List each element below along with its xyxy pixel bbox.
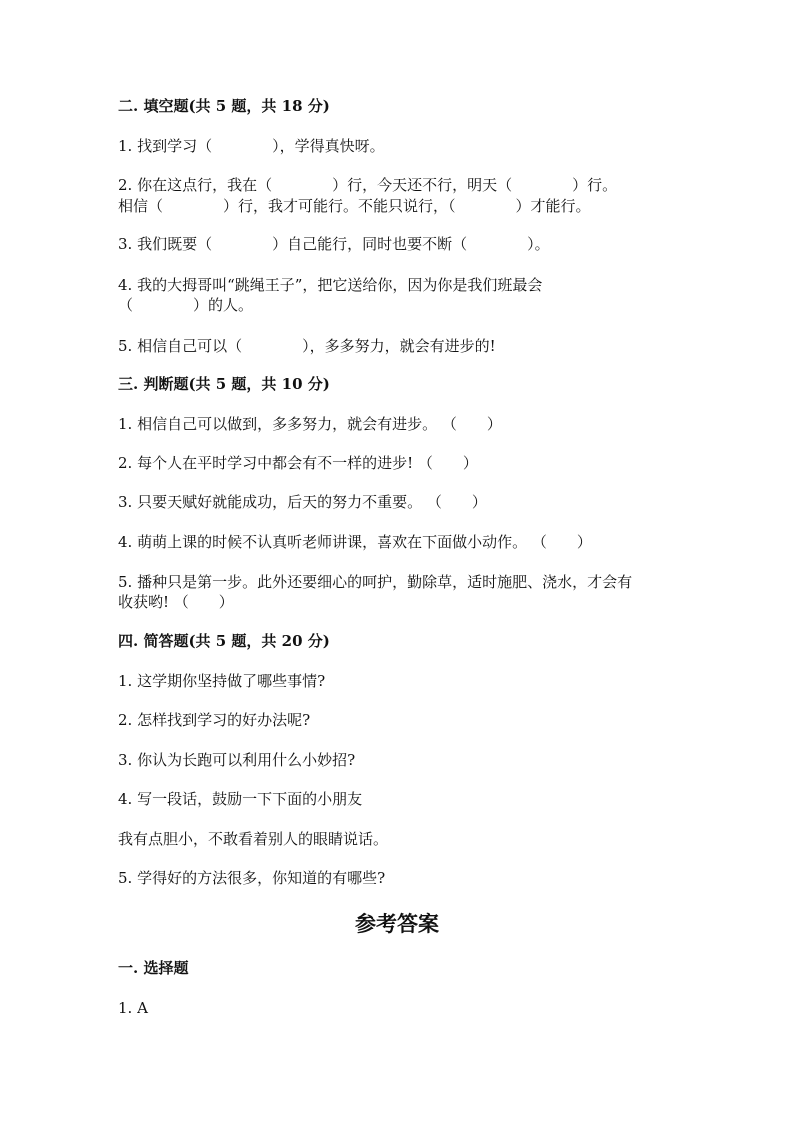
judge-question-5-line-1: 5. 播种只是第一步。此外还要细心的呵护，勤除草，适时施肥、浇水，才会有 xyxy=(118,573,633,591)
short-question-4-prompt: 我有点胆小，不敢看着别人的眼睛说话。 xyxy=(118,830,389,848)
fill-question-1: 1. 找到学习（ ），学得真快呀。 xyxy=(118,137,385,155)
answer-key-title: 参考答案 xyxy=(355,911,439,936)
judge-question-1: 1. 相信自己可以做到，多多努力，就会有进步。 （ ） xyxy=(118,415,502,433)
fill-question-4-line-1: 4. 我的大拇哥叫“跳绳王子”，把它送给你，因为你是我们班最会 xyxy=(118,276,543,294)
fill-question-4-line-2: （ ）的人。 xyxy=(118,296,254,314)
judge-question-3: 3. 只要天赋好就能成功，后天的努力不重要。 （ ） xyxy=(118,493,487,511)
section-header-short-answer: 四. 简答题(共 5 题，共 20 分) xyxy=(118,632,330,650)
fill-question-3: 3. 我们既要（ ）自己能行，同时也要不断（ ）。 xyxy=(118,235,550,253)
short-question-2: 2. 怎样找到学习的好办法呢? xyxy=(118,711,311,729)
short-question-5: 5. 学得好的方法很多，你知道的有哪些? xyxy=(118,869,386,887)
section-header-fill-blanks: 二. 填空题(共 5 题，共 18 分) xyxy=(118,97,330,115)
fill-question-2-line-1: 2. 你在这点行，我在（ ）行，今天还不行，明天（ ）行。 xyxy=(118,176,618,194)
judge-question-5-line-2: 收获哟! （ ） xyxy=(118,593,234,611)
answer-1: 1. A xyxy=(118,999,148,1017)
short-question-3: 3. 你认为长跑可以利用什么小妙招? xyxy=(118,751,356,769)
section-header-true-false: 三. 判断题(共 5 题，共 10 分) xyxy=(118,375,330,393)
short-question-4: 4. 写一段话，鼓励一下下面的小朋友 xyxy=(118,790,363,808)
fill-question-5: 5. 相信自己可以（ ），多多努力，就会有进步的! xyxy=(118,337,496,355)
judge-question-2: 2. 每个人在平时学习中都会有不一样的进步! （ ） xyxy=(118,454,478,472)
short-question-1: 1. 这学期你坚持做了哪些事情? xyxy=(118,672,326,690)
answer-section-header-choice: 一. 选择题 xyxy=(118,959,189,977)
fill-question-2-line-2: 相信（ ）行，我才可能行。不能只说行，（ ）才能行。 xyxy=(118,197,591,215)
judge-question-4: 4. 萌萌上课的时候不认真听老师讲课，喜欢在下面做小动作。 （ ） xyxy=(118,533,592,551)
